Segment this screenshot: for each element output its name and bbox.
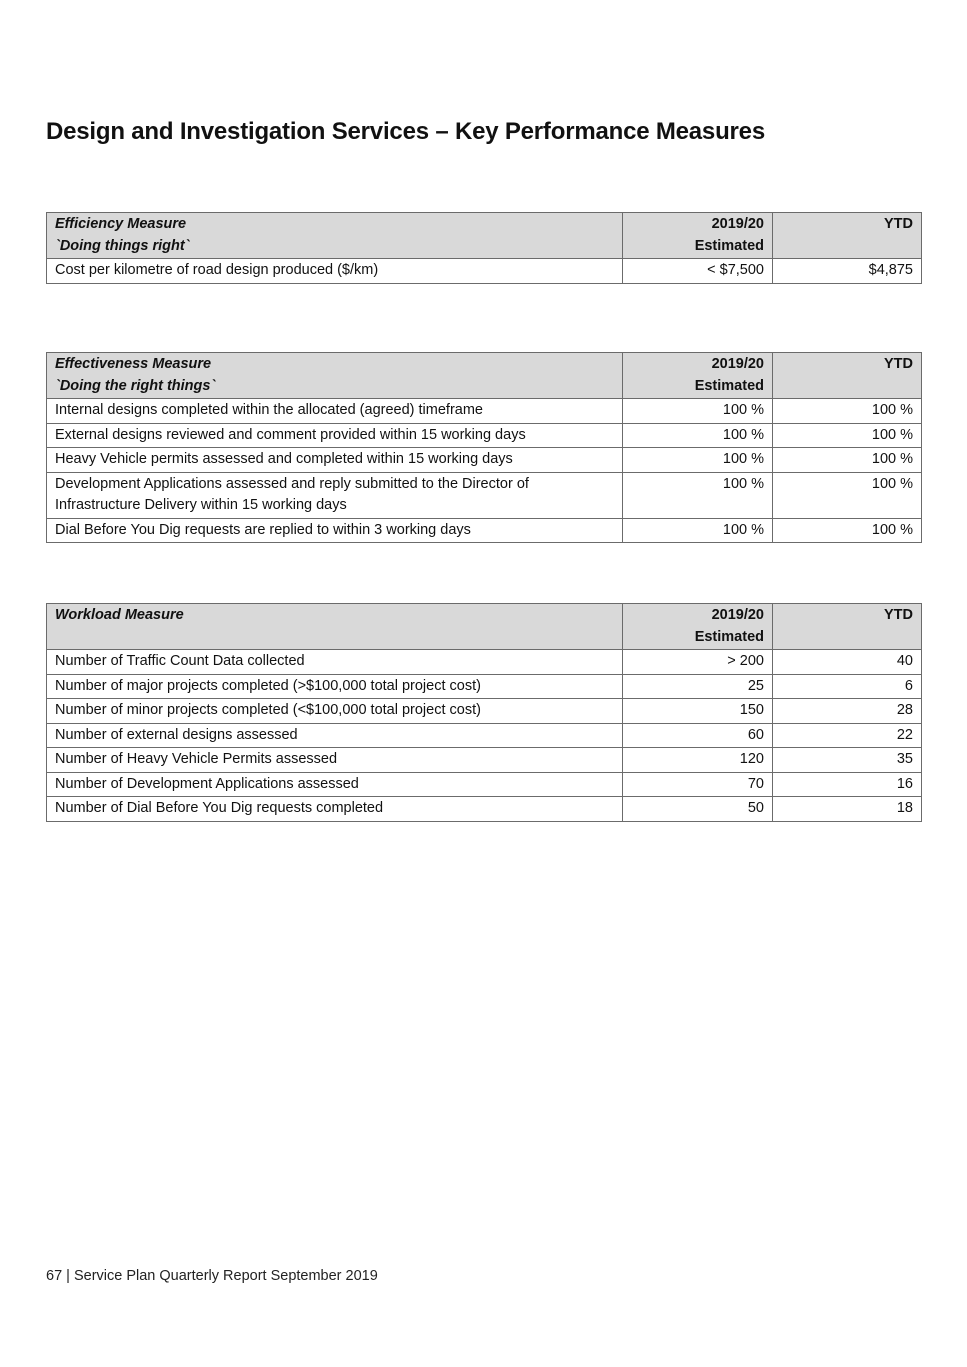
- ytd-cell: 100 %: [773, 423, 922, 448]
- ytd-header: YTD: [773, 213, 922, 259]
- ytd-cell: 100 %: [773, 448, 922, 473]
- ytd-cell: 28: [773, 699, 922, 724]
- measure-header: [47, 604, 623, 650]
- measure-header: [47, 213, 623, 259]
- estimated-cell: 150: [623, 699, 773, 724]
- table-row: [47, 748, 922, 773]
- ytd-cell: $4,875: [773, 259, 922, 284]
- measure-header: [47, 353, 623, 399]
- ytd-cell: 16: [773, 772, 922, 797]
- table-row: [47, 723, 922, 748]
- ytd-cell: 18: [773, 797, 922, 822]
- estimated-cell: 50: [623, 797, 773, 822]
- table-row: [47, 699, 922, 724]
- measure-cell: Number of external designs assessed: [47, 723, 623, 748]
- ytd-cell: 6: [773, 674, 922, 699]
- estimated-header: 2019/20 Estimated: [623, 213, 773, 259]
- table-header-row: [47, 213, 922, 259]
- measure-cell: Number of major projects completed (>$100,000 total project cost): [47, 674, 623, 699]
- table-row: [47, 472, 922, 518]
- table-row: [47, 448, 922, 473]
- ytd-cell: 100 %: [773, 399, 922, 424]
- estimated-cell: 100 %: [623, 423, 773, 448]
- table-header-row: [47, 604, 922, 650]
- workload-measure-table: [46, 603, 922, 822]
- estimated-cell: 100 %: [623, 399, 773, 424]
- measure-subtitle: `Doing the right things`: [55, 377, 216, 394]
- estimated-cell: 70: [623, 772, 773, 797]
- table-row: [47, 399, 922, 424]
- measure-cell: Cost per kilometre of road design produced ($/km): [47, 259, 623, 284]
- estimated-header: 2019/20 Estimated: [623, 353, 773, 399]
- ytd-cell: 35: [773, 748, 922, 773]
- table-row: [47, 259, 922, 284]
- measure-cell: Number of Development Applications assessed: [47, 772, 623, 797]
- measure-cell: Number of Dial Before You Dig requests completed: [47, 797, 623, 822]
- measure-cell: Number of Heavy Vehicle Permits assessed: [47, 748, 623, 773]
- estimated-cell: 100 %: [623, 518, 773, 543]
- estimated-cell: > 200: [623, 650, 773, 675]
- page-footer: 67 | Service Plan Quarterly Report September 2019: [46, 1268, 378, 1284]
- estimated-cell: 60: [623, 723, 773, 748]
- table-row: [47, 772, 922, 797]
- table-row: [47, 650, 922, 675]
- measure-cell: Dial Before You Dig requests are replied to within 3 working days: [47, 518, 623, 543]
- measure-cell: Number of Traffic Count Data collected: [47, 650, 623, 675]
- measure-cell: Development Applications assessed and reply submitted to the Director of Infrastructure Delivery within 15 working days: [47, 472, 623, 518]
- efficiency-measure-table: [46, 212, 922, 284]
- ytd-header: YTD: [773, 353, 922, 399]
- table-header-row: [47, 353, 922, 399]
- table-row: [47, 674, 922, 699]
- estimated-cell: 100 %: [623, 472, 773, 518]
- estimated-cell: < $7,500: [623, 259, 773, 284]
- measure-title: Efficiency Measure: [55, 216, 187, 232]
- estimated-cell: 25: [623, 674, 773, 699]
- measure-cell: External designs reviewed and comment provided within 15 working days: [47, 423, 623, 448]
- table-row: [47, 423, 922, 448]
- ytd-cell: 22: [773, 723, 922, 748]
- ytd-header: YTD: [773, 604, 922, 650]
- measure-cell: Heavy Vehicle permits assessed and completed within 15 working days: [47, 448, 623, 473]
- ytd-cell: 40: [773, 650, 922, 675]
- table-row: [47, 797, 922, 822]
- estimated-cell: 100 %: [623, 448, 773, 473]
- effectiveness-measure-table: [46, 352, 922, 543]
- ytd-cell: 100 %: [773, 518, 922, 543]
- table-row: [47, 518, 922, 543]
- estimated-cell: 120: [623, 748, 773, 773]
- page-title: Design and Investigation Services – Key Performance Measures: [46, 118, 765, 145]
- measure-subtitle: `Doing things right`: [55, 237, 190, 254]
- measure-cell: Number of minor projects completed (<$100,000 total project cost): [47, 699, 623, 724]
- estimated-header: 2019/20 Estimated: [623, 604, 773, 650]
- measure-title: Workload Measure: [55, 607, 184, 623]
- measure-title: Effectiveness Measure: [55, 356, 212, 372]
- ytd-cell: 100 %: [773, 472, 922, 518]
- measure-cell: Internal designs completed within the allocated (agreed) timeframe: [47, 399, 623, 424]
